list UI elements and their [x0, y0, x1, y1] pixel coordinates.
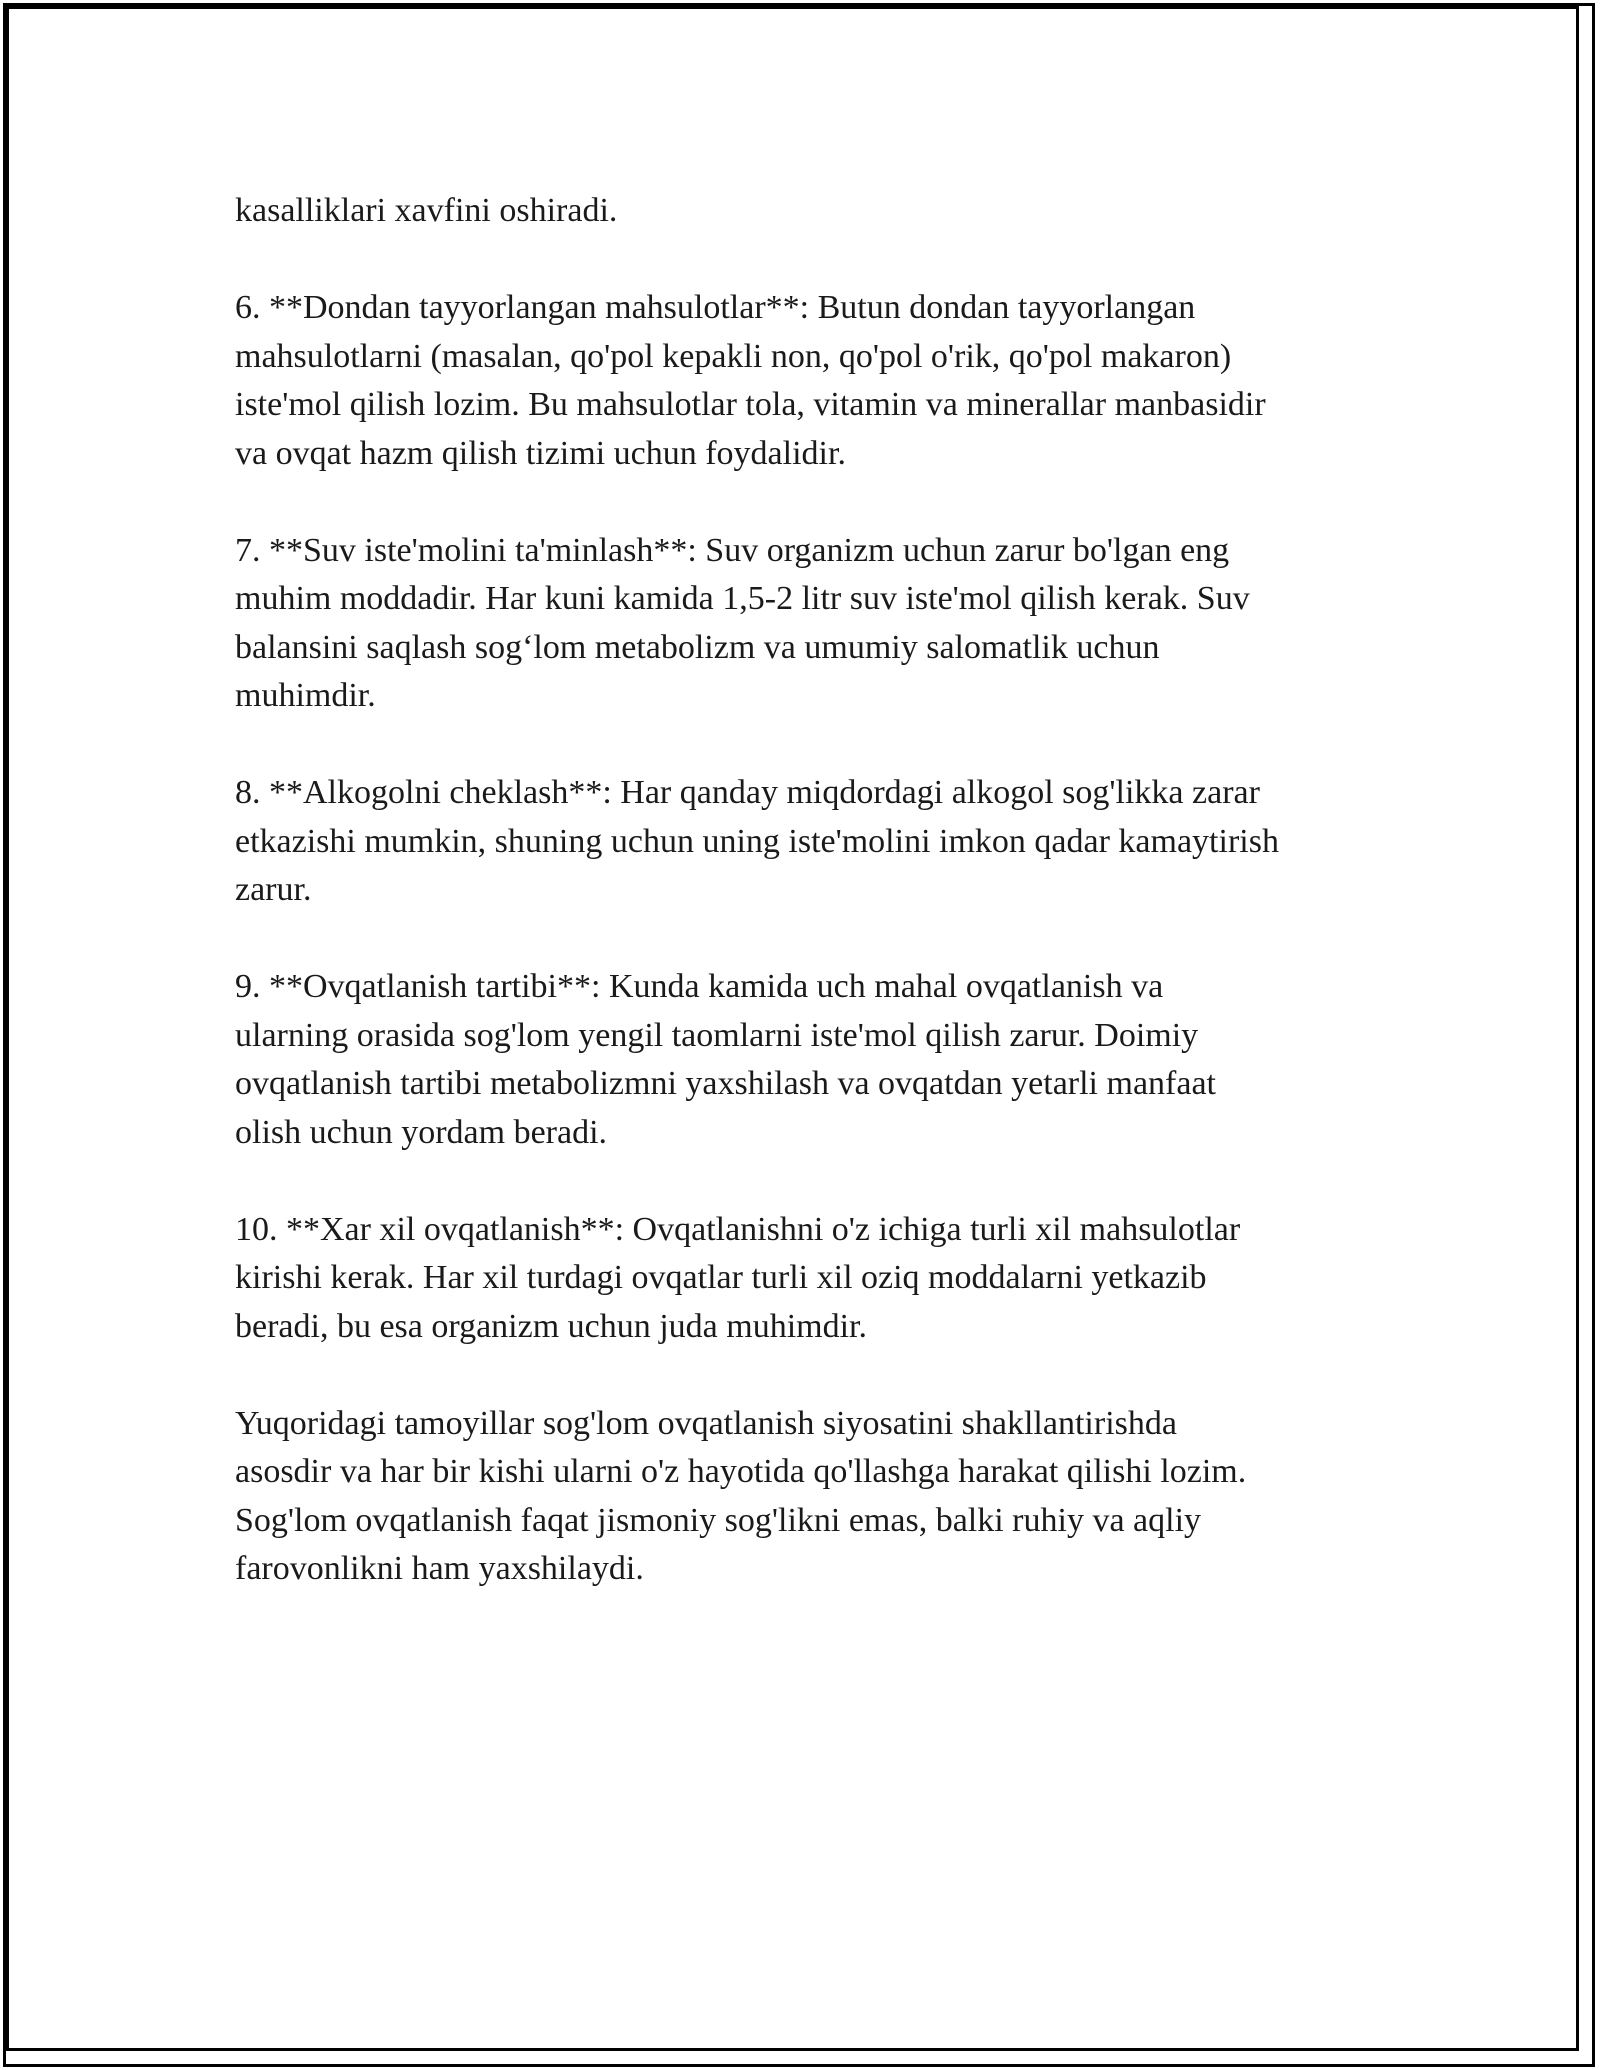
- paragraph-continuation: kasalliklari xavfini oshiradi.: [235, 192, 618, 229]
- paragraph-item-10: 10. **Xar xil ovqatlanish**: Ovqatlanishni o'z ichiga turli xil mahsulotlar kirishi kerak. Har xil turdagi ovqatlar turli xil oziq moddalarni yetkazib beradi, bu esa organizm uchun juda muhimdir.: [235, 1210, 1241, 1345]
- paragraph-item-8: 8. **Alkogolni cheklash**: Har qanday miqdordagi alkogol sog'likka zarar etkazishi mumkin, shuning uchun uning iste'molini imkon qadar kamaytirish zarur.: [235, 774, 1279, 908]
- paragraph-item-6: 6. **Dondan tayyorlangan mahsulotlar**: Butun dondan tayyorlangan mahsulotlarni (masalan, qo'pol kepakli non, qo'pol o'rik, qo'pol makaron) iste'mol qilish lozim. Bu mahsulotlar tola, vitamin va minerallar manbasidir va ovqat hazm qilish tizimi uchun foydalidir.: [235, 289, 1266, 472]
- paragraph-conclusion: Yuqoridagi tamoyillar sog'lom ovqatlanish siyosatini shakllantirishda asosdir va har bir kishi ularni o'z hayotida qo'llashga harakat qilishi lozim. Sog'lom ovqatlanish faqat jismoniy sog'likni emas, balki ruhiy va aqliy farovonlikni ham yaxshilaydi.: [235, 1404, 1247, 1587]
- paragraph-item-7: 7. **Suv iste'molini ta'minlash**: Suv organizm uchun zarur bo'lgan eng muhim moddadir. Har kuni kamida 1,5-2 litr suv iste'mol qilish kerak. Suv balansini saqlash sog‘lom metabolizm va umumiy salomatlik uchun muhimdir.: [235, 531, 1250, 714]
- document-body: [235, 187, 1375, 1642]
- paragraph-item-9: 9. **Ovqatlanish tartibi**: Kunda kamida uch mahal ovqatlanish va ularning orasida sog'lom yengil taomlarni iste'mol qilish zarur. Doimiy ovqatlanish tartibi metabolizmni yaxshilash va ovqatdan yetarli manfaat olish uchun yordam beradi.: [235, 968, 1216, 1151]
